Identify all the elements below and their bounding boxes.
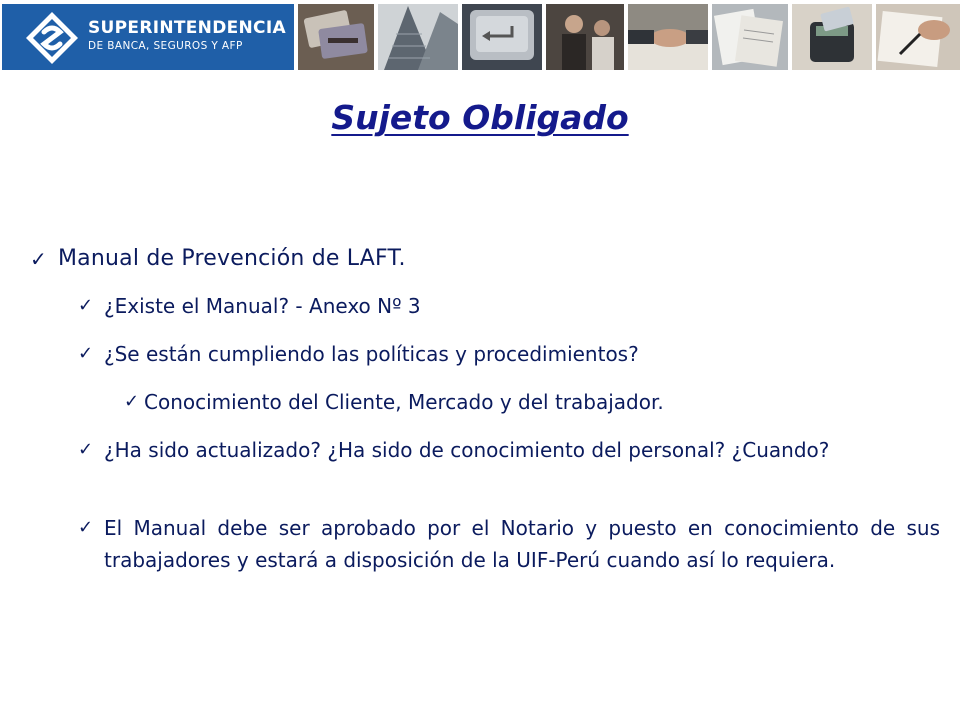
check-icon: ✓ [30, 247, 47, 271]
card-terminal-photo [792, 4, 872, 70]
check-icon: ✓ [124, 391, 140, 412]
list-item [78, 290, 940, 322]
sbs-logo-icon [24, 10, 80, 66]
list-item [30, 244, 930, 274]
business-people-photo [546, 4, 624, 70]
list-item-text: ¿Existe el Manual? - Anexo Nº 3 [104, 294, 421, 318]
documents-photo [712, 4, 788, 70]
credit-card-photo [298, 4, 374, 70]
sbs-logo [2, 4, 294, 70]
header-banner [0, 0, 960, 72]
check-icon: ✓ [78, 439, 94, 460]
list-item-text: Conocimiento del Cliente, Mercado y del trabajador. [144, 390, 664, 414]
list-item [124, 386, 940, 418]
list-item [78, 512, 940, 576]
page-title: Sujeto Obligado [331, 98, 629, 137]
handshake-photo [628, 4, 708, 70]
logo-title: SUPERINTENDENCIA [88, 18, 286, 38]
list-item-text: Manual de Prevención de LAFT. [58, 246, 406, 271]
list-item-text: ¿Ha sido actualizado? ¿Ha sido de conocimiento del personal? ¿Cuando? [104, 438, 830, 462]
list-item-text: El Manual debe ser aprobado por el Notario y puesto en conocimiento de sus trabajadores y estará a disposición de la UIF-Perú cuando así lo requiera. [104, 516, 940, 572]
check-icon: ✓ [78, 295, 94, 316]
logo-subtitle: DE BANCA, SEGUROS Y AFP [88, 40, 243, 52]
enter-key-photo [462, 4, 542, 70]
check-icon: ✓ [78, 517, 94, 538]
list-item [78, 434, 940, 466]
list-item-text: ¿Se están cumpliendo las políticas y procedimientos? [104, 342, 639, 366]
office-building-photo [378, 4, 458, 70]
list-item [78, 338, 940, 370]
check-icon: ✓ [78, 343, 94, 364]
writing-hand-photo [876, 4, 960, 70]
